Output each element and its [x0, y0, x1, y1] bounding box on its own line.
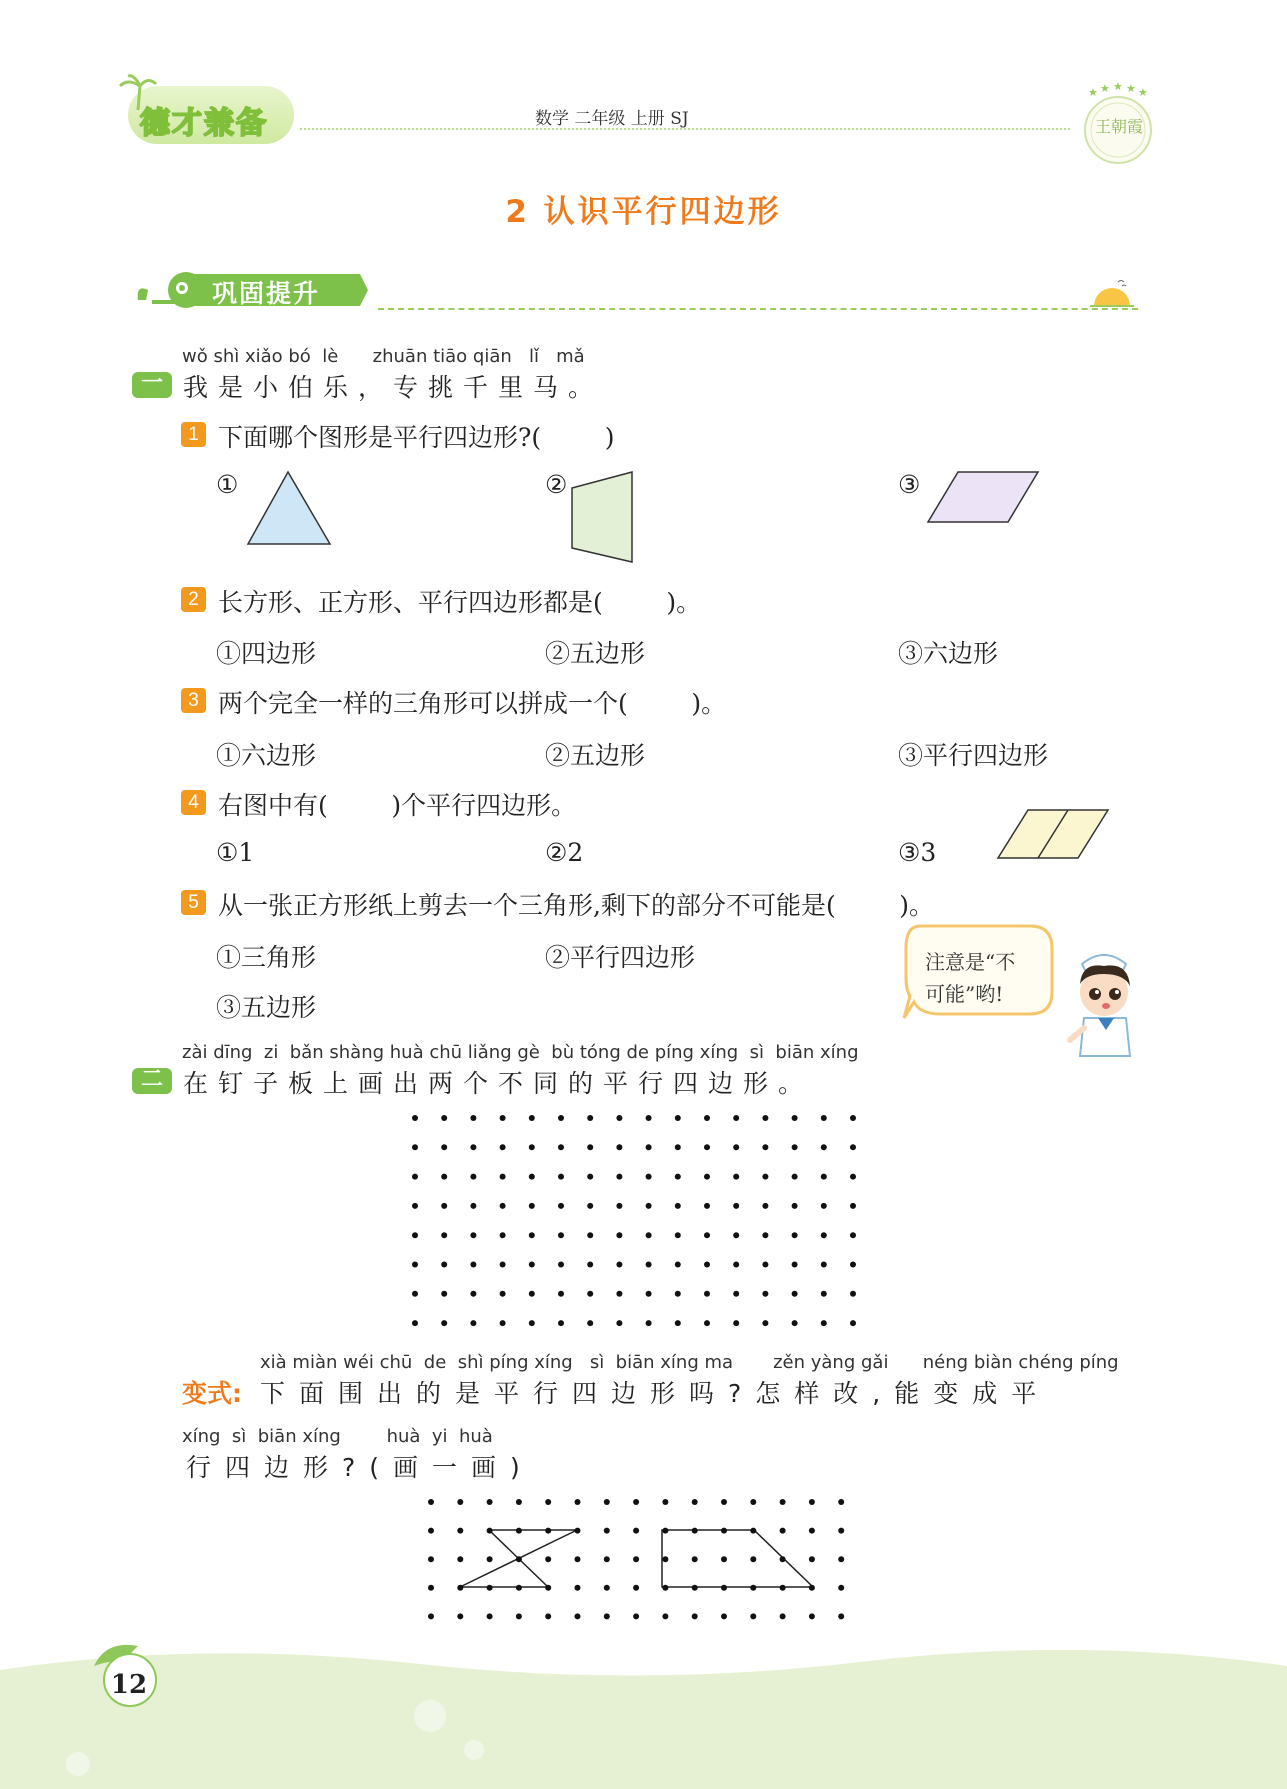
- q4-option-3: ③3: [898, 838, 937, 867]
- peg-dot[interactable]: [675, 1203, 681, 1209]
- peg-dot[interactable]: [470, 1144, 476, 1150]
- q5-option-3: ③五边形: [216, 993, 317, 1022]
- peg-dot[interactable]: [792, 1144, 798, 1150]
- variant-peg-dot[interactable]: [838, 1499, 844, 1505]
- peg-dot[interactable]: [529, 1144, 535, 1150]
- peg-dot[interactable]: [733, 1115, 739, 1121]
- q1-option-3-label: ③: [898, 470, 921, 499]
- peg-dot[interactable]: [529, 1203, 535, 1209]
- variant-line-1: 下面围出的是平行四边形吗?怎样改,能变成平: [260, 1379, 1051, 1408]
- variant-pinyin-1: xià miàn wéi chū de shì píng xíng sì biān xíng ma zěn yàng gǎi néng biàn chéng píng: [260, 1352, 1119, 1373]
- peg-dot[interactable]: [500, 1174, 506, 1180]
- peg-dot[interactable]: [529, 1115, 535, 1121]
- variant-peg-dot[interactable]: [487, 1499, 493, 1505]
- q1-option-2-label: ②: [545, 470, 568, 499]
- trapezoid-shape: [568, 468, 638, 566]
- peg-dot[interactable]: [762, 1115, 768, 1121]
- peg-dot[interactable]: [558, 1320, 564, 1326]
- question-number-2: 2: [181, 587, 206, 612]
- section2-marker: 二: [132, 1068, 172, 1094]
- peg-dot[interactable]: [500, 1262, 506, 1268]
- peg-dot[interactable]: [792, 1262, 798, 1268]
- variant-peg-dot[interactable]: [516, 1585, 522, 1591]
- peg-dot[interactable]: [850, 1291, 856, 1297]
- variant-peg-dot[interactable]: [428, 1556, 434, 1562]
- peg-dot[interactable]: [616, 1262, 622, 1268]
- variant-peg-dot[interactable]: [809, 1556, 815, 1562]
- speech-bubble-text: [925, 946, 1055, 1010]
- peg-dot[interactable]: [616, 1203, 622, 1209]
- peg-dot[interactable]: [646, 1320, 652, 1326]
- variant-peg-board[interactable]: [420, 1488, 860, 1628]
- svg-text:★: ★: [1088, 86, 1098, 99]
- variant-peg-dot[interactable]: [662, 1585, 668, 1591]
- peg-dot[interactable]: [470, 1320, 476, 1326]
- variant-peg-dot[interactable]: [487, 1613, 493, 1619]
- q4-option-2: ②2: [545, 838, 584, 867]
- variant-peg-dot[interactable]: [662, 1528, 668, 1534]
- q2-option-3: ③六边形: [898, 639, 999, 668]
- peg-dot[interactable]: [850, 1232, 856, 1238]
- peg-dot[interactable]: [762, 1291, 768, 1297]
- peg-dot[interactable]: [412, 1320, 418, 1326]
- variant-peg-dot[interactable]: [575, 1585, 581, 1591]
- peg-dot[interactable]: [675, 1320, 681, 1326]
- peg-dot[interactable]: [558, 1232, 564, 1238]
- variant-peg-dot[interactable]: [809, 1613, 815, 1619]
- peg-dot[interactable]: [587, 1144, 593, 1150]
- page-number: 12: [110, 1670, 148, 1700]
- peg-dot[interactable]: [733, 1203, 739, 1209]
- question-number-5: 5: [181, 890, 206, 915]
- variant-peg-dot[interactable]: [633, 1499, 639, 1505]
- variant-peg-dot[interactable]: [516, 1499, 522, 1505]
- peg-dot[interactable]: [704, 1262, 710, 1268]
- peg-dot[interactable]: [675, 1144, 681, 1150]
- peg-dot[interactable]: [675, 1115, 681, 1121]
- peg-dot[interactable]: [646, 1144, 652, 1150]
- q3-option-2: ②五边形: [545, 741, 646, 770]
- variant-peg-dot[interactable]: [809, 1585, 815, 1591]
- peg-dot[interactable]: [529, 1174, 535, 1180]
- parallelogram-shape: [924, 468, 1042, 526]
- variant-peg-dot[interactable]: [780, 1528, 786, 1534]
- variant-peg-dot[interactable]: [457, 1556, 463, 1562]
- peg-dot[interactable]: [850, 1144, 856, 1150]
- variant-peg-dot[interactable]: [428, 1528, 434, 1534]
- variant-peg-dot[interactable]: [604, 1499, 610, 1505]
- variant-label: 变式:: [182, 1379, 242, 1408]
- peg-dot[interactable]: [762, 1262, 768, 1268]
- peg-dot[interactable]: [821, 1262, 827, 1268]
- variant-peg-dot[interactable]: [633, 1585, 639, 1591]
- q1-option-1-label: ①: [216, 470, 239, 499]
- section1-pinyin: wǒ shì xiǎo bó lè zhuān tiāo qiān lǐ mǎ: [182, 346, 585, 367]
- peg-board[interactable]: [400, 1100, 880, 1340]
- variant-peg-dot[interactable]: [838, 1528, 844, 1534]
- variant-peg-dot[interactable]: [838, 1613, 844, 1619]
- peg-dot[interactable]: [675, 1174, 681, 1180]
- peg-dot[interactable]: [792, 1174, 798, 1180]
- peg-dot[interactable]: [646, 1174, 652, 1180]
- peg-dot[interactable]: [616, 1144, 622, 1150]
- variant-pinyin-2: xíng sì biān xíng huà yi huà: [182, 1426, 493, 1447]
- peg-dot[interactable]: [616, 1174, 622, 1180]
- peg-dot[interactable]: [441, 1144, 447, 1150]
- peg-dot[interactable]: [821, 1174, 827, 1180]
- variant-peg-dot[interactable]: [487, 1585, 493, 1591]
- q5-option-2: ②平行四边形: [545, 943, 696, 972]
- variant-peg-dot[interactable]: [428, 1613, 434, 1619]
- variant-peg-dot[interactable]: [604, 1585, 610, 1591]
- variant-peg-dot[interactable]: [604, 1613, 610, 1619]
- peg-dot[interactable]: [704, 1115, 710, 1121]
- peg-dot[interactable]: [500, 1320, 506, 1326]
- variant-peg-dot[interactable]: [809, 1499, 815, 1505]
- peg-dot[interactable]: [733, 1174, 739, 1180]
- peg-dot[interactable]: [558, 1174, 564, 1180]
- peg-dot[interactable]: [558, 1291, 564, 1297]
- variant-peg-dot[interactable]: [633, 1613, 639, 1619]
- peg-dot[interactable]: [587, 1320, 593, 1326]
- variant-peg-dot[interactable]: [750, 1585, 756, 1591]
- peg-dot[interactable]: [500, 1291, 506, 1297]
- variant-peg-dot[interactable]: [487, 1556, 493, 1562]
- q5-option-1: ①三角形: [216, 943, 317, 972]
- variant-peg-dot[interactable]: [575, 1499, 581, 1505]
- variant-peg-dot[interactable]: [662, 1613, 668, 1619]
- variant-line-2: 行四边形?(画一画): [186, 1453, 534, 1482]
- peg-dot[interactable]: [558, 1144, 564, 1150]
- peg-dot[interactable]: [821, 1115, 827, 1121]
- peg-dot[interactable]: [412, 1291, 418, 1297]
- peg-dot[interactable]: [412, 1174, 418, 1180]
- variant-peg-dot[interactable]: [457, 1528, 463, 1534]
- page-title: 2 认识平行四边形: [505, 194, 782, 230]
- cartoon-boy-icon: [1064, 944, 1146, 1062]
- peg-dot[interactable]: [733, 1262, 739, 1268]
- question-number-3: 3: [181, 688, 206, 713]
- peg-dot[interactable]: [821, 1203, 827, 1209]
- logo-text: 德才兼备: [140, 106, 268, 141]
- peg-dot[interactable]: [412, 1262, 418, 1268]
- peg-dot[interactable]: [441, 1232, 447, 1238]
- variant-peg-dot[interactable]: [516, 1556, 522, 1562]
- question-5-text: 从一张正方形纸上剪去一个三角形,剩下的部分不可能是( )。: [218, 891, 935, 920]
- peg-dot[interactable]: [470, 1262, 476, 1268]
- variant-peg-dot[interactable]: [838, 1556, 844, 1562]
- variant-peg-dot[interactable]: [487, 1528, 493, 1534]
- peg-dot[interactable]: [704, 1144, 710, 1150]
- peg-dot[interactable]: [500, 1144, 506, 1150]
- peg-dot[interactable]: [558, 1203, 564, 1209]
- variant-peg-dot[interactable]: [721, 1499, 727, 1505]
- peg-dot[interactable]: [616, 1232, 622, 1238]
- peg-dot[interactable]: [558, 1262, 564, 1268]
- brand-seal-text: 王朝霞: [1094, 117, 1143, 136]
- peg-dot[interactable]: [762, 1203, 768, 1209]
- variant-peg-dot[interactable]: [692, 1585, 698, 1591]
- q4-option-1: ①1: [216, 838, 255, 867]
- peg-dot[interactable]: [587, 1291, 593, 1297]
- variant-peg-dot[interactable]: [633, 1556, 639, 1562]
- variant-peg-dot[interactable]: [721, 1556, 727, 1562]
- bubble-line-2: 可能”哟!: [925, 982, 1004, 1006]
- peg-dot[interactable]: [558, 1115, 564, 1121]
- peg-dot[interactable]: [616, 1320, 622, 1326]
- peg-dot[interactable]: [821, 1320, 827, 1326]
- peg-dot[interactable]: [587, 1115, 593, 1121]
- variant-peg-dot[interactable]: [575, 1556, 581, 1562]
- question-number-1: 1: [181, 422, 206, 447]
- peg-dot[interactable]: [733, 1144, 739, 1150]
- variant-peg-dot[interactable]: [545, 1499, 551, 1505]
- peg-dot[interactable]: [792, 1291, 798, 1297]
- variant-peg-dot[interactable]: [545, 1585, 551, 1591]
- peg-dot[interactable]: [587, 1174, 593, 1180]
- section1-title: 我是小伯乐，专挑千里马。: [183, 373, 604, 402]
- svg-text:★: ★: [1113, 82, 1123, 93]
- peg-dot[interactable]: [850, 1203, 856, 1209]
- q3-option-3: ③平行四边形: [898, 741, 1049, 770]
- variant-peg-dot[interactable]: [662, 1556, 668, 1562]
- peg-dot[interactable]: [821, 1291, 827, 1297]
- variant-peg-dot[interactable]: [838, 1585, 844, 1591]
- section1-marker: 一: [132, 372, 172, 398]
- peg-dot[interactable]: [470, 1203, 476, 1209]
- peg-dot[interactable]: [762, 1174, 768, 1180]
- variant-peg-dot[interactable]: [545, 1556, 551, 1562]
- banner-divider: [378, 308, 1138, 310]
- peg-dot[interactable]: [821, 1232, 827, 1238]
- peg-dot[interactable]: [704, 1291, 710, 1297]
- peg-dot[interactable]: [792, 1320, 798, 1326]
- q2-option-1: ①四边形: [216, 639, 317, 668]
- variant-peg-dot[interactable]: [604, 1556, 610, 1562]
- variant-peg-dot[interactable]: [721, 1613, 727, 1619]
- peg-dot[interactable]: [529, 1291, 535, 1297]
- peg-dot[interactable]: [646, 1291, 652, 1297]
- peg-dot[interactable]: [412, 1232, 418, 1238]
- variant-peg-dot[interactable]: [750, 1556, 756, 1562]
- peg-dot[interactable]: [500, 1232, 506, 1238]
- variant-peg-dot[interactable]: [750, 1613, 756, 1619]
- variant-peg-dot[interactable]: [545, 1613, 551, 1619]
- peg-dot[interactable]: [675, 1262, 681, 1268]
- variant-peg-dot[interactable]: [780, 1499, 786, 1505]
- peg-dot[interactable]: [850, 1115, 856, 1121]
- variant-peg-dot[interactable]: [633, 1528, 639, 1534]
- variant-peg-dot[interactable]: [809, 1528, 815, 1534]
- peg-dot[interactable]: [412, 1144, 418, 1150]
- peg-dot[interactable]: [792, 1232, 798, 1238]
- peg-dot[interactable]: [762, 1144, 768, 1150]
- peg-dot[interactable]: [441, 1320, 447, 1326]
- variant-peg-dot[interactable]: [692, 1528, 698, 1534]
- peg-dot[interactable]: [500, 1115, 506, 1121]
- variant-peg-dot[interactable]: [692, 1613, 698, 1619]
- question-4-text: 右图中有( )个平行四边形。: [218, 791, 577, 820]
- peg-dot[interactable]: [412, 1115, 418, 1121]
- variant-peg-dot[interactable]: [575, 1528, 581, 1534]
- peg-dot[interactable]: [646, 1262, 652, 1268]
- svg-text:★: ★: [1126, 82, 1136, 95]
- variant-peg-dot[interactable]: [692, 1556, 698, 1562]
- peg-dot[interactable]: [529, 1262, 535, 1268]
- variant-peg-dot[interactable]: [516, 1528, 522, 1534]
- sunset-icon: [1088, 276, 1136, 312]
- peg-dot[interactable]: [646, 1115, 652, 1121]
- peg-dot[interactable]: [733, 1232, 739, 1238]
- variant-peg-dot[interactable]: [428, 1585, 434, 1591]
- variant-peg-dot[interactable]: [692, 1499, 698, 1505]
- variant-peg-dot[interactable]: [662, 1499, 668, 1505]
- variant-peg-dot[interactable]: [780, 1585, 786, 1591]
- variant-peg-dot[interactable]: [721, 1528, 727, 1534]
- variant-peg-dot[interactable]: [545, 1528, 551, 1534]
- peg-dot[interactable]: [412, 1203, 418, 1209]
- variant-peg-dot[interactable]: [721, 1585, 727, 1591]
- variant-peg-dot[interactable]: [457, 1613, 463, 1619]
- variant-peg-dot[interactable]: [457, 1499, 463, 1505]
- peg-dot[interactable]: [616, 1291, 622, 1297]
- peg-dot[interactable]: [762, 1320, 768, 1326]
- peg-dot[interactable]: [470, 1291, 476, 1297]
- question-1-text: 下面哪个图形是平行四边形?( ): [218, 423, 615, 452]
- question-number-4: 4: [181, 790, 206, 815]
- peg-dot[interactable]: [733, 1291, 739, 1297]
- q2-option-2: ②五边形: [545, 639, 646, 668]
- peg-dot[interactable]: [704, 1320, 710, 1326]
- variant-peg-dot[interactable]: [780, 1556, 786, 1562]
- peg-dot[interactable]: [470, 1232, 476, 1238]
- peg-dot[interactable]: [470, 1115, 476, 1121]
- question-2-text: 长方形、正方形、平行四边形都是( )。: [218, 588, 702, 617]
- peg-dot[interactable]: [470, 1174, 476, 1180]
- peg-dot[interactable]: [616, 1115, 622, 1121]
- peg-dot[interactable]: [792, 1203, 798, 1209]
- variant-peg-dot[interactable]: [750, 1499, 756, 1505]
- peg-dot[interactable]: [821, 1144, 827, 1150]
- peg-dot[interactable]: [529, 1320, 535, 1326]
- peg-dot[interactable]: [675, 1232, 681, 1238]
- split-parallelogram-figure: [994, 806, 1112, 862]
- section2-title: 在钉子板上画出两个不同的平行四边形。: [183, 1069, 814, 1098]
- peg-dot[interactable]: [733, 1320, 739, 1326]
- peg-dot[interactable]: [441, 1203, 447, 1209]
- variant-peg-dot[interactable]: [604, 1528, 610, 1534]
- peg-dot[interactable]: [704, 1174, 710, 1180]
- variant-peg-dot[interactable]: [457, 1585, 463, 1591]
- peg-dot[interactable]: [587, 1262, 593, 1268]
- peg-dot[interactable]: [441, 1291, 447, 1297]
- header-info: 数学 二年级 上册 SJ: [535, 109, 689, 129]
- question-3-text: 两个完全一样的三角形可以拼成一个( )。: [218, 689, 727, 718]
- variant-peg-dot[interactable]: [575, 1613, 581, 1619]
- peg-dot[interactable]: [646, 1232, 652, 1238]
- peg-dot[interactable]: [792, 1115, 798, 1121]
- footer-wave: [0, 1640, 1287, 1789]
- peg-dot[interactable]: [587, 1232, 593, 1238]
- bubble-line-1: 注意是“不: [925, 950, 1016, 974]
- peg-dot[interactable]: [441, 1262, 447, 1268]
- variant-peg-dot[interactable]: [780, 1613, 786, 1619]
- peg-dot[interactable]: [529, 1232, 535, 1238]
- trapezoid-on-board: [662, 1530, 813, 1587]
- peg-dot[interactable]: [762, 1232, 768, 1238]
- triangle-shape: [244, 468, 334, 548]
- variant-peg-dot[interactable]: [750, 1528, 756, 1534]
- peg-dot[interactable]: [675, 1291, 681, 1297]
- peg-dot[interactable]: [441, 1174, 447, 1180]
- peg-dot[interactable]: [500, 1203, 506, 1209]
- peg-dot[interactable]: [704, 1203, 710, 1209]
- section-banner-text: 巩固提升: [212, 279, 321, 308]
- variant-peg-dot[interactable]: [428, 1499, 434, 1505]
- peg-dot[interactable]: [646, 1203, 652, 1209]
- peg-dot[interactable]: [704, 1232, 710, 1238]
- q3-option-1: ①六边形: [216, 741, 317, 770]
- svg-text:★: ★: [1138, 86, 1148, 99]
- svg-text:★: ★: [1100, 82, 1110, 95]
- peg-dot[interactable]: [441, 1115, 447, 1121]
- peg-dot[interactable]: [850, 1320, 856, 1326]
- peg-dot[interactable]: [850, 1174, 856, 1180]
- variant-peg-dot[interactable]: [516, 1613, 522, 1619]
- peg-dot[interactable]: [587, 1203, 593, 1209]
- section2-pinyin: zài dīng zi bǎn shàng huà chū liǎng gè bù tóng de píng xíng sì biān xíng: [182, 1042, 859, 1063]
- peg-dot[interactable]: [850, 1262, 856, 1268]
